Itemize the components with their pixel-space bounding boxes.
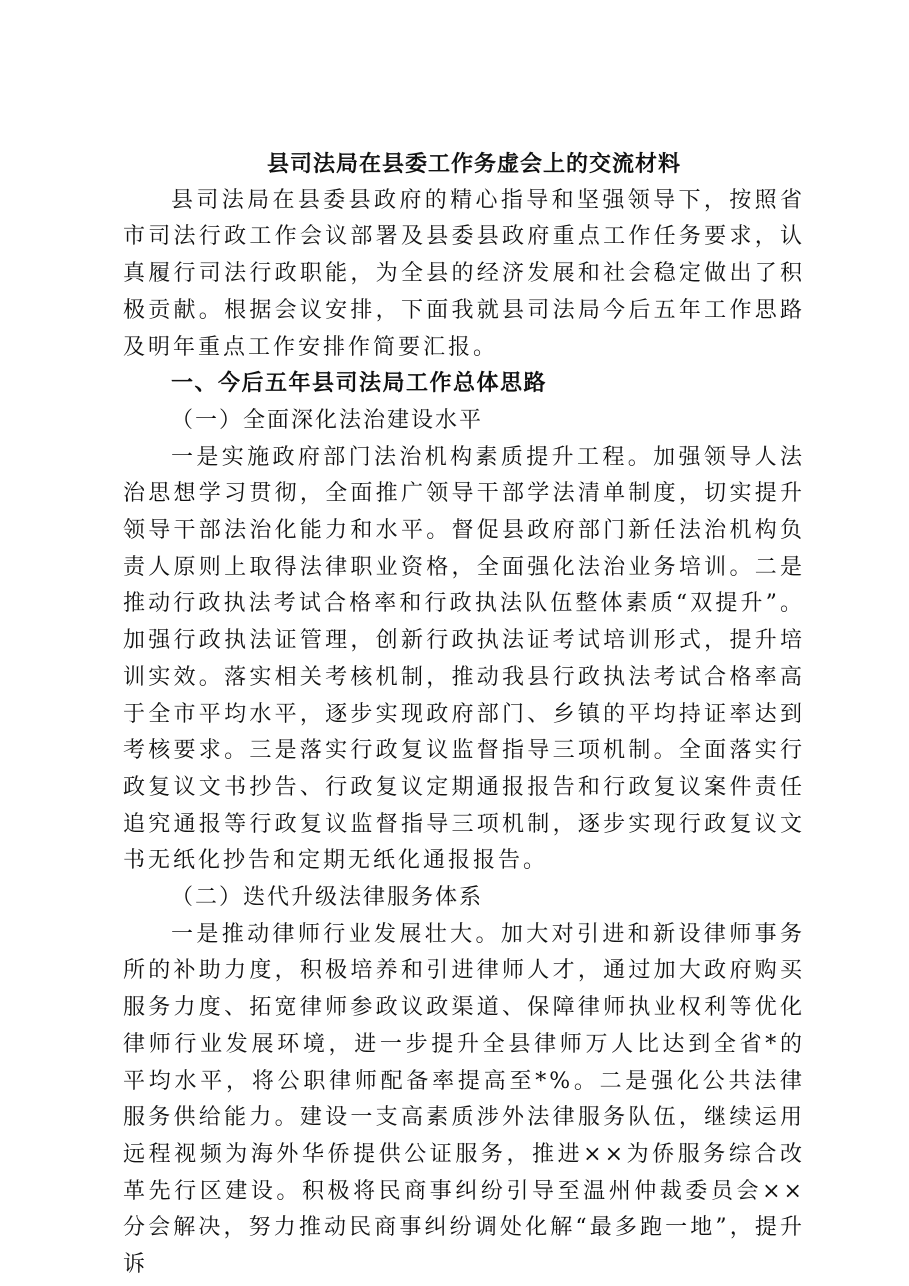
document-body [123, 146, 805, 1284]
subsection-1-heading: （一）全面深化法治建设水平 [171, 407, 484, 433]
subsection-1-paragraph: 一是实施政府部门法治机构素质提升工程。加强领导人法治思想学习贯彻，全面推广领导干部学法清单制度，切实提升领导干部法治化能力和水平。督促县政府部门新任法治机构负责人原则上取得法律职业资格，全面强化法治业务培训。二是推动行政执法考试合格率和行政执法队伍整体素质“双提升”。加强行政执法证管理，创新行政执法证考试培训形式，提升培训实效。落实相关考核机制，推动我县行政执法考试合格率高于全市平均水平，逐步实现政府部门、乡镇的平均持证率达到考核要求。三是落实行政复议监督指导三项机制。全面落实行政复议文书抄告、行政复议定期通报报告和行政复议案件责任追究通报等行政复议监督指导三项机制，逐步实现行政复议文书无纸化抄告和定期无纸化通报报告。 [123, 444, 805, 874]
subsection-2-paragraph: 一是推动律师行业发展壮大。加大对引进和新设律师事务所的补助力度，积极培养和引进律师人才，通过加大政府购买服务力度、拓宽律师参政议政渠道、保障律师执业权利等优化律师行业发展环境，进一步提升全县律师万人比达到全省*的平均水平，将公职律师配备率提高至*%。二是强化公共法律服务供给能力。建设一支高素质涉外法律服务队伍，继续运用远程视频为海外华侨提供公证服务，推进××为侨服务综合改革先行区建设。积极将民商事纠纷引导至温州仲裁委员会××分会解决，努力推动民商事纠纷调处化解“最多跑一地”，提升诉 [123, 921, 805, 1278]
document-title: 县司法局在县委工作务虚会上的交流材料 [266, 151, 681, 177]
intro-paragraph: 县司法局在县委县政府的精心指导和坚强领导下，按照省市司法行政工作会议部署及县委县政府重点工作任务要求，认真履行司法行政职能，为全县的经济发展和社会稳定做出了积极贡献。根据会议安排，下面我就县司法局今后五年工作思路及明年重点工作安排作简要汇报。 [123, 187, 805, 360]
section-1-heading: 一、今后五年县司法局工作总体思路 [171, 371, 548, 397]
subsection-2-heading: （二）迭代升级法律服务体系 [171, 885, 484, 911]
